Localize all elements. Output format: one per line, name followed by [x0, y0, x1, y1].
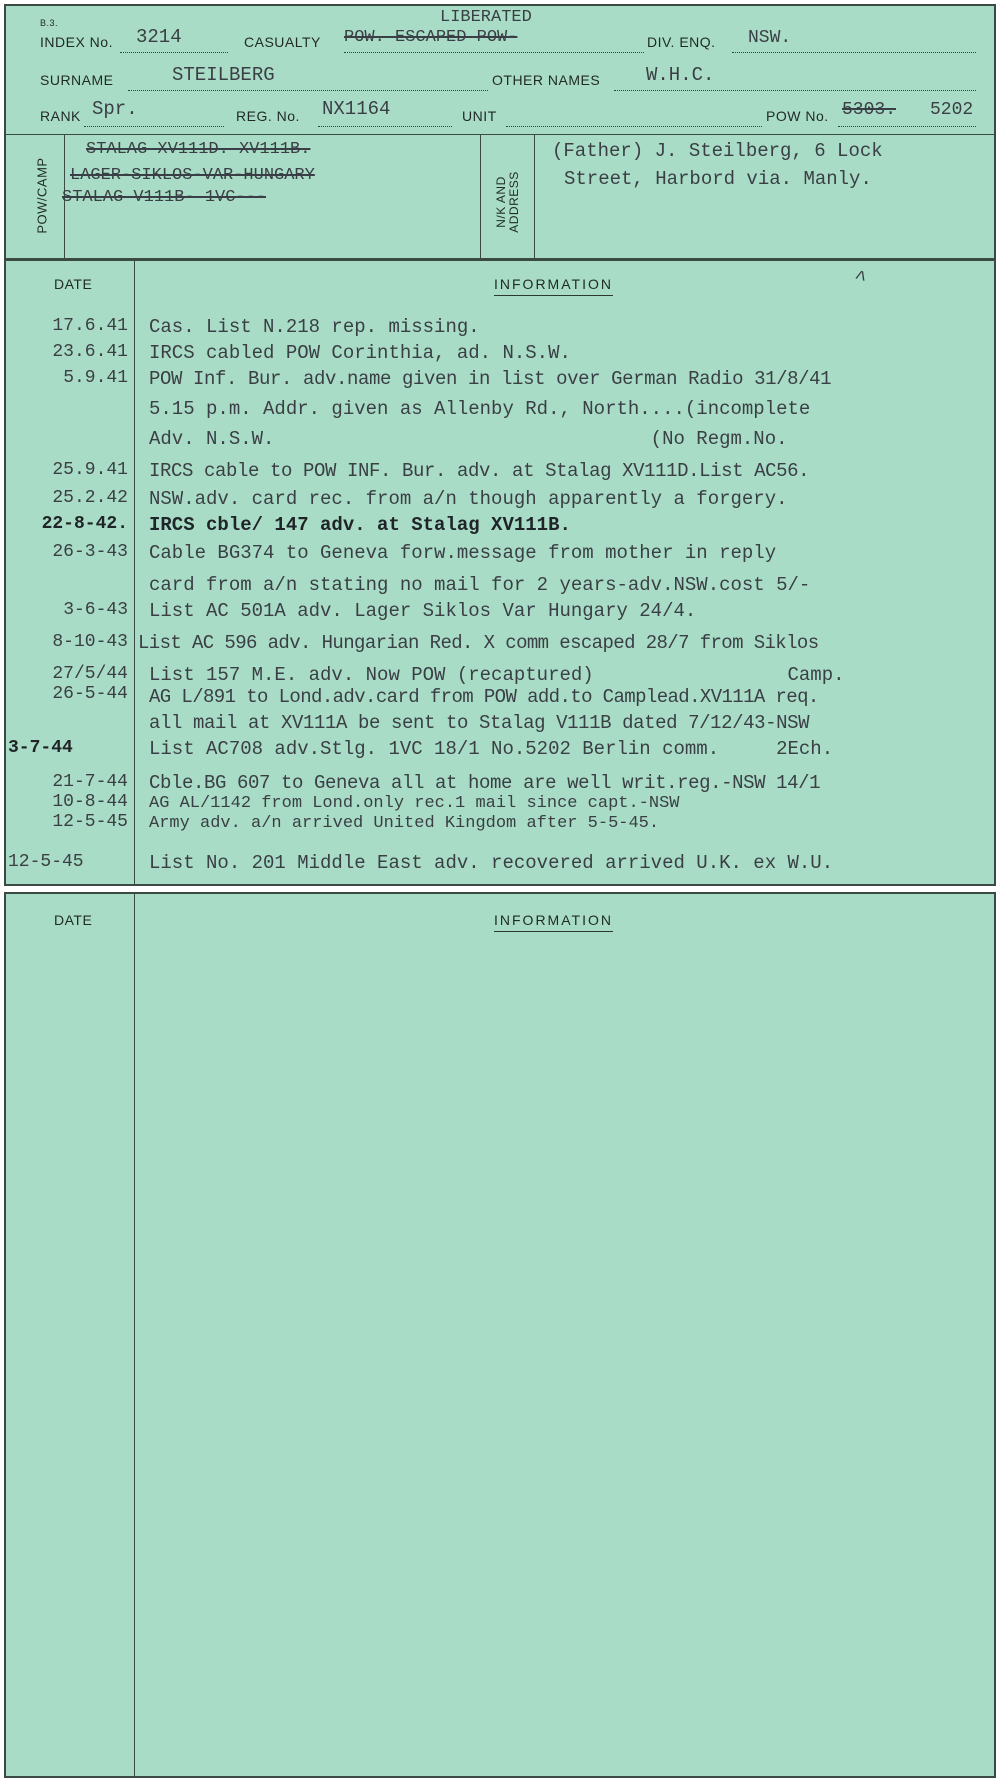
reg-label: REG. No. [236, 108, 300, 124]
other-names-label: OTHER NAMES [492, 72, 601, 88]
pow-no-label: POW No. [766, 108, 829, 124]
rank-underline [84, 126, 224, 127]
rank-value: Spr. [92, 98, 138, 120]
entry-line: IRCS cable to POW INF. Bur. adv. at Stalag XV111D.List AC56. [149, 460, 810, 482]
entry-line: Cable BG374 to Geneva forw.message from mother in reply [149, 542, 777, 564]
entry-date: 3-7-44 [8, 738, 73, 758]
index-value: 3214 [136, 26, 182, 48]
casualty-struck: POW. ESCAPED POW- [344, 28, 518, 47]
camp-nk-divider [480, 134, 481, 258]
entry-line: IRCS cabled POW Corinthia, ad. N.S.W. [149, 342, 571, 364]
entry-date: 25.2.42 [52, 488, 128, 508]
pow-no-value: 5202 [930, 100, 974, 120]
record-card-back [4, 892, 996, 1778]
nk-address-label: N/K AND ADDRESS [494, 171, 521, 233]
unit-underline [506, 126, 762, 127]
entry-date: 8-10-43 [52, 632, 128, 652]
entry-date: 12-5-45 [52, 812, 128, 832]
entry-line: AG L/891 to Lond.adv.card from POW add.to Camplead.XV111A req. [149, 686, 819, 708]
record-card-front [4, 4, 996, 886]
date-column-divider [134, 260, 135, 884]
entry-line: AG AL/1142 from Lond.only rec.1 mail since capt.-NSW [149, 794, 680, 813]
entry-line: NSW.adv. card rec. from a/n though apparently a forgery. [149, 488, 788, 510]
entry-date: 10-8-44 [52, 792, 128, 812]
nk-address-line-2: Street, Harbord via. Manly. [564, 168, 872, 190]
entry-line: List AC708 adv.Stlg. 1VC 18/1 No.5202 Berlin comm. 2Ech. [149, 738, 834, 760]
surname-label: SURNAME [40, 72, 114, 88]
casualty-liberated: LIBERATED [440, 8, 532, 27]
entry-line: IRCS cble/ 147 adv. at Stalag XV111B. [149, 514, 571, 536]
surname-underline [128, 90, 488, 91]
surname-value: STEILBERG [172, 64, 275, 86]
nk-label-divider [534, 134, 535, 258]
pow-camp-label: POW/CAMP [34, 157, 50, 234]
entry-line: card from a/n stating no mail for 2 years-adv.NSW.cost 5/- [149, 574, 811, 596]
entry-date: 12-5-45 [8, 852, 84, 872]
entry-date: 26-5-44 [52, 684, 128, 704]
entry-date: 26-3-43 [52, 542, 128, 562]
div-label: DIV. ENQ. [647, 34, 716, 50]
index-label: INDEX No. [40, 34, 113, 50]
camp-line-1: STALAG XV111D. XV111B. [86, 140, 311, 159]
entry-date: 23.6.41 [52, 342, 128, 362]
entry-line: List 157 M.E. adv. Now POW (recaptured) Camp. [149, 664, 845, 686]
entry-line: Cas. List N.218 rep. missing. [149, 316, 480, 338]
date-header: DATE [54, 912, 93, 928]
date-column-divider [134, 894, 135, 1776]
entry-line: Cble.BG 607 to Geneva all at home are well writ.reg.-NSW 14/1 [149, 772, 821, 794]
entry-date: 17.6.41 [52, 316, 128, 336]
form-code: B.3. [40, 18, 59, 28]
reg-underline [318, 126, 452, 127]
entry-date: 22-8-42. [41, 514, 128, 534]
entry-date: 25.9.41 [52, 460, 128, 480]
pow-no-underline [838, 126, 976, 127]
div-value: NSW. [748, 28, 792, 48]
casualty-underline [344, 52, 644, 53]
entry-line: 5.15 p.m. Addr. given as Allenby Rd., North....(incomplete [149, 398, 811, 420]
entry-line: List AC 596 adv. Hungarian Red. X comm escaped 28/7 from Siklos [138, 632, 819, 654]
entry-line: List No. 201 Middle East adv. recovered arrived U.K. ex W.U. [149, 852, 834, 874]
div-underline [732, 52, 976, 53]
information-header: INFORMATION [494, 912, 613, 932]
entry-line: POW Inf. Bur. adv.name given in list over German Radio 31/8/41 [149, 368, 832, 390]
reg-value: NX1164 [322, 98, 391, 120]
entry-line: all mail at XV111A be sent to Stalag V111B dated 7/12/43-NSW [149, 712, 810, 734]
corner-mark: ^ [851, 266, 869, 293]
index-underline [120, 52, 228, 53]
casualty-label: CASUALTY [244, 34, 321, 50]
entry-date: 5.9.41 [63, 368, 128, 388]
entry-date: 27/5/44 [52, 664, 128, 684]
entry-line: Adv. N.S.W. (No Regm.No. [149, 428, 788, 450]
camp-box-bottom [6, 258, 994, 261]
pow-no-struck: 5303. [842, 100, 897, 120]
entry-line: List AC 501A adv. Lager Siklos Var Hungary 24/4. [149, 600, 697, 622]
entry-date: 21-7-44 [52, 772, 128, 792]
camp-line-2: LAGER-SIKLOS-VAR-HUNGARY [70, 166, 315, 185]
entry-date: 3-6-43 [63, 600, 128, 620]
other-names-underline [614, 90, 976, 91]
camp-line-3: STALAG V111B- 1VC--- [62, 188, 267, 207]
entry-line: Army adv. a/n arrived United Kingdom after 5-5-45. [149, 814, 660, 833]
other-names-value: W.H.C. [646, 64, 715, 86]
camp-box-top [6, 134, 994, 135]
unit-label: UNIT [462, 108, 497, 124]
information-header: INFORMATION [494, 276, 613, 296]
nk-address-line-1: (Father) J. Steilberg, 6 Lock [552, 140, 883, 162]
date-header: DATE [54, 276, 93, 292]
rank-label: RANK [40, 108, 81, 124]
